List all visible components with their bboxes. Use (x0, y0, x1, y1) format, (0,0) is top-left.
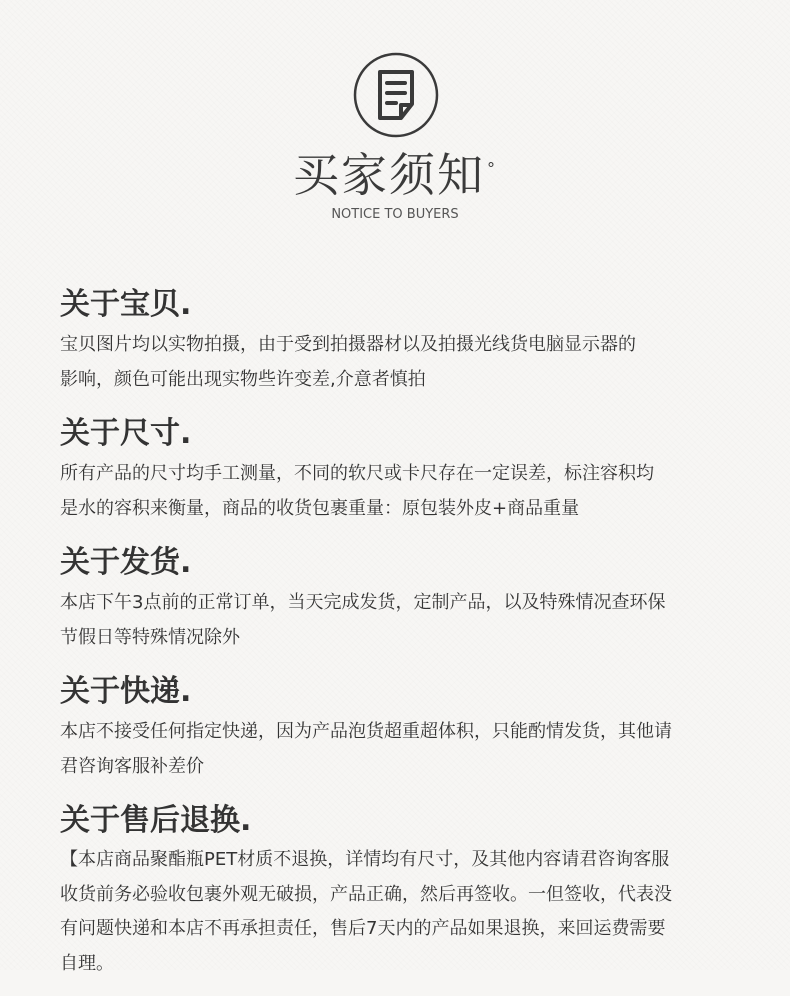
section-title: 关于发货. (60, 545, 192, 580)
page-title (0, 145, 790, 205)
section-about-courier (60, 670, 750, 784)
section-line: 有问题快递和本店不再承担责任，售后7天内的产品如果退换，来回运费需要 (60, 918, 666, 939)
section-title: 关于尺寸. (60, 416, 192, 451)
section-line: 君咨询客服补差价 (60, 756, 204, 777)
section-title: 关于快递. (60, 674, 192, 709)
section-body (60, 456, 750, 526)
section-body (60, 327, 750, 397)
section-line: 自理。 (60, 952, 114, 974)
section-line: 节假日等特殊情况除外 (60, 627, 240, 648)
page-title-text: 买家须知 (293, 148, 485, 202)
section-title: 关于宝贝. (60, 287, 192, 322)
section-body (60, 585, 750, 655)
section-body (60, 843, 750, 981)
title-degree-mark: ° (487, 159, 497, 178)
section-about-shipping (60, 541, 750, 655)
section-line: 影响，颜色可能出现实物些许变差,介意者慎拍 (60, 369, 426, 390)
section-line: 本店不接受任何指定快递，因为产品泡货超重超体积，只能酌情发货，其他请 (60, 721, 672, 742)
section-line: 所有产品的尺寸均手工测量，不同的软尺或卡尺存在一定误差，标注容积均 (60, 463, 654, 484)
section-line: 本店下午3点前的正常订单，当天完成发货，定制产品，以及特殊情况查环保 (60, 592, 666, 613)
document-icon (353, 52, 439, 138)
section-line: 是水的容积来衡量，商品的收货包裹重量：原包装外皮+商品重量 (60, 498, 580, 519)
page-subtitle: NOTICE TO BUYERS (331, 207, 459, 222)
section-line: 收货前务必验收包裹外观无破损，产品正确，然后再签收。一但签收，代表没 (60, 883, 672, 905)
section-line: 【本店商品聚酯瓶PET材质不退换，详情均有尺寸，及其他内容请君咨询客服 (60, 849, 670, 870)
section-about-size (60, 412, 750, 526)
section-about-after-sale (60, 799, 750, 981)
section-line: 宝贝图片均以实物拍摄，由于受到拍摄器材以及拍摄光线货电脑显示器的 (60, 334, 636, 355)
notice-sections (60, 283, 750, 996)
section-body (60, 714, 750, 784)
section-about-product (60, 283, 750, 397)
section-title: 关于售后退换. (60, 803, 252, 838)
